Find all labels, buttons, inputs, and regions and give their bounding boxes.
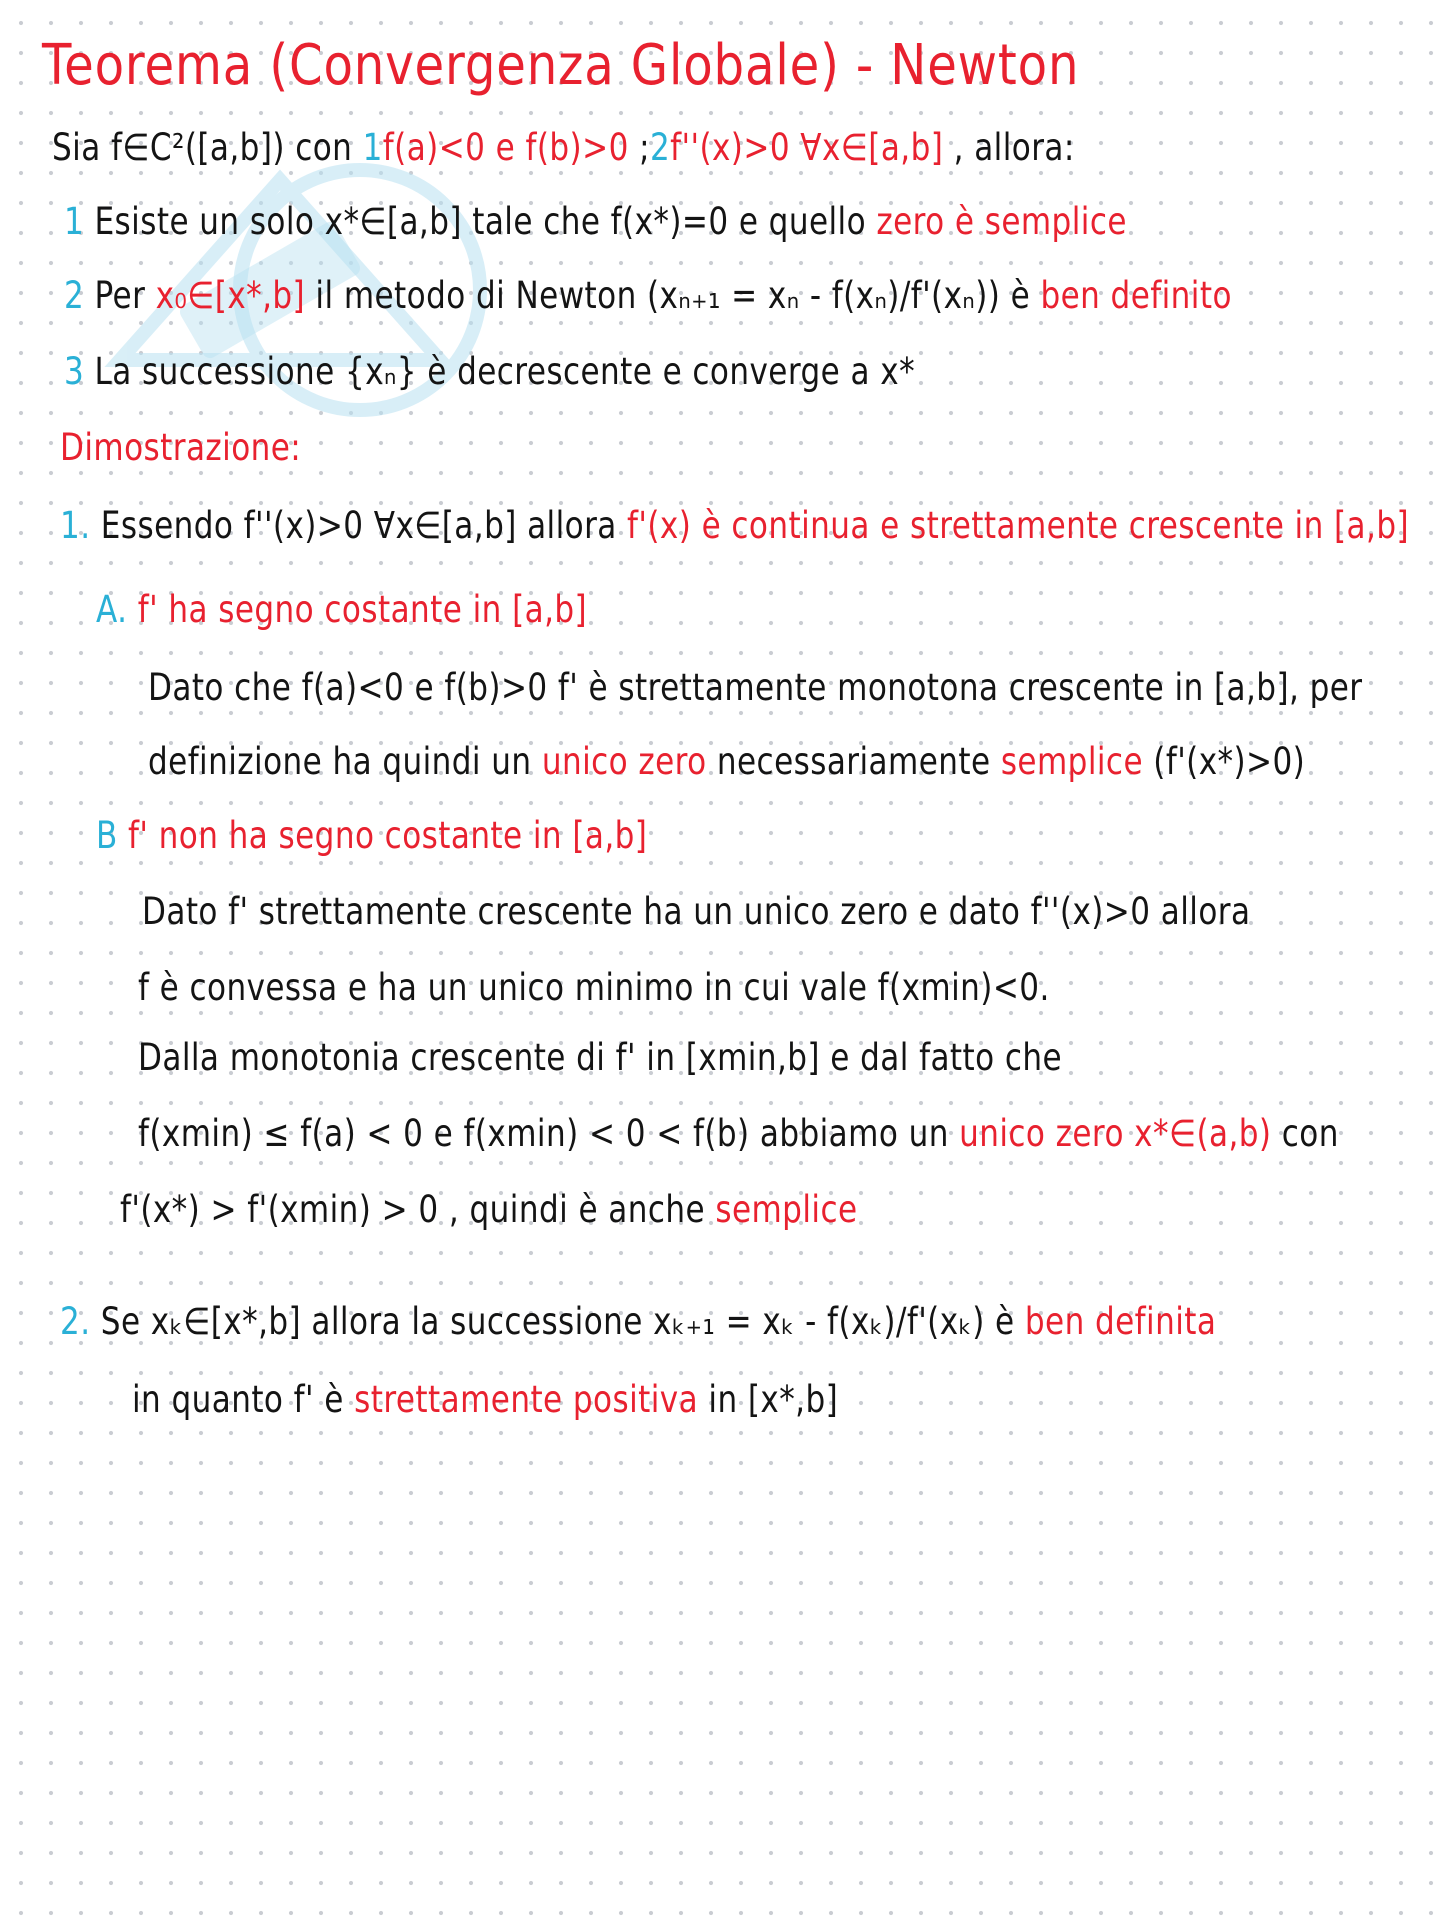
proof-step-1-number: 1.: [60, 504, 91, 547]
claim-1: [64, 198, 1127, 246]
case-a-line-2: [148, 738, 1305, 786]
case-a-line-2a: definizione ha quindi un: [148, 740, 542, 783]
case-a-line-1: Dato che f(a)<0 e f(b)>0 f' è strettamente monotona crescente in [a,b], per: [148, 666, 1363, 709]
claim-2: [64, 272, 1232, 320]
case-b-line-5: [120, 1186, 858, 1234]
case-b-line-3: Dalla monotonia crescente di f' in [xmin,b] e dal fatto che: [138, 1036, 1063, 1079]
claim-1-number: 1: [64, 200, 85, 243]
case-b-line-4: [138, 1110, 1339, 1158]
case-a-unique-zero: unico zero: [541, 740, 707, 783]
claim-1-highlight: zero è semplice: [876, 200, 1127, 243]
case-a-line-2b: necessariamente: [706, 740, 1001, 783]
case-b-unique-zero: unico zero x*∈(a,b): [959, 1112, 1272, 1155]
proof-step-2-highlight: ben definita: [1024, 1300, 1217, 1343]
case-b-heading: f' non ha segno costante in [a,b]: [128, 814, 648, 857]
proof-step-1-highlight: f'(x) è continua e strettamente crescente in [a,b]: [627, 504, 1410, 547]
hypothesis-line: [52, 124, 1075, 172]
case-b-label: B: [96, 814, 118, 857]
case-a-line-2c: (f'(x*)>0): [1142, 740, 1306, 783]
case-b-line-4a: f(xmin) ≤ f(a) < 0 e f(xmin) < 0 < f(b) abbiamo un: [138, 1112, 960, 1155]
proof-step-2-line-2b: in [x*,b]: [698, 1378, 839, 1421]
proof-step-2-line-2: [132, 1376, 838, 1424]
hypothesis-sep: ;: [628, 126, 650, 169]
hypothesis-outro: , allora:: [943, 126, 1075, 169]
claim-2-highlight: x₀∈[x*,b]: [155, 274, 306, 317]
claim-3-number: 3: [64, 350, 85, 393]
case-a-simple: semplice: [1000, 740, 1143, 783]
case-b-line-4b: con: [1271, 1112, 1339, 1155]
hypothesis-intro: Sia f∈C²([a,b]) con: [52, 126, 363, 169]
proof-heading: Dimostrazione:: [60, 426, 302, 469]
claim-3-text: La successione {xₙ} è decrescente e converge a x*: [84, 350, 916, 393]
claim-2-tail: il metodo di Newton (xₙ₊₁ = xₙ - f(xₙ)/f'(xₙ)) è: [305, 274, 1041, 317]
case-b-line-1: Dato f' strettamente crescente ha un unico zero e dato f''(x)>0 allora: [142, 890, 1251, 933]
hypothesis-cond-1: f(a)<0 e f(b)>0: [382, 126, 629, 169]
case-a-heading-line: [96, 586, 587, 634]
case-b-heading-line: [96, 812, 647, 860]
claim-3: [64, 348, 915, 396]
proof-step-2-positive: strettamente positiva: [354, 1378, 699, 1421]
case-b-line-2: f è convessa e ha un unico minimo in cui vale f(xmin)<0.: [138, 966, 1050, 1009]
case-b-line-5a: f'(x*) > f'(xmin) > 0 , quindi è anche: [120, 1188, 716, 1231]
case-b-simple: semplice: [715, 1188, 858, 1231]
hypothesis-num-1: 1: [362, 126, 383, 169]
claim-1-text: Esiste un solo x*∈[a,b] tale che f(x*)=0 e quello: [84, 200, 877, 243]
claim-2-highlight-2: ben definito: [1040, 274, 1232, 317]
page-title: Teorema (Convergenza Globale) - Newton: [42, 33, 1080, 98]
claim-2-number: 2: [64, 274, 85, 317]
claim-2-text: Per: [84, 274, 156, 317]
proof-step-2-number: 2.: [60, 1300, 91, 1343]
case-a-heading: f' ha segno costante in [a,b]: [137, 588, 588, 631]
proof-step-1-text: Essendo f''(x)>0 ∀x∈[a,b] allora: [90, 504, 628, 547]
proof-step-1: [60, 502, 1409, 550]
proof-step-2-line-1: [60, 1298, 1216, 1346]
hypothesis-num-2: 2: [649, 126, 671, 169]
proof-step-2-line-2a: in quanto f' è: [132, 1378, 355, 1421]
case-a-label: A.: [96, 588, 128, 631]
proof-step-2-text: Se xₖ∈[x*,b] allora la successione xₖ₊₁ = xₖ - f(xₖ)/f'(xₖ) è: [90, 1300, 1025, 1343]
hypothesis-cond-2: f''(x)>0 ∀x∈[a,b]: [670, 126, 944, 169]
